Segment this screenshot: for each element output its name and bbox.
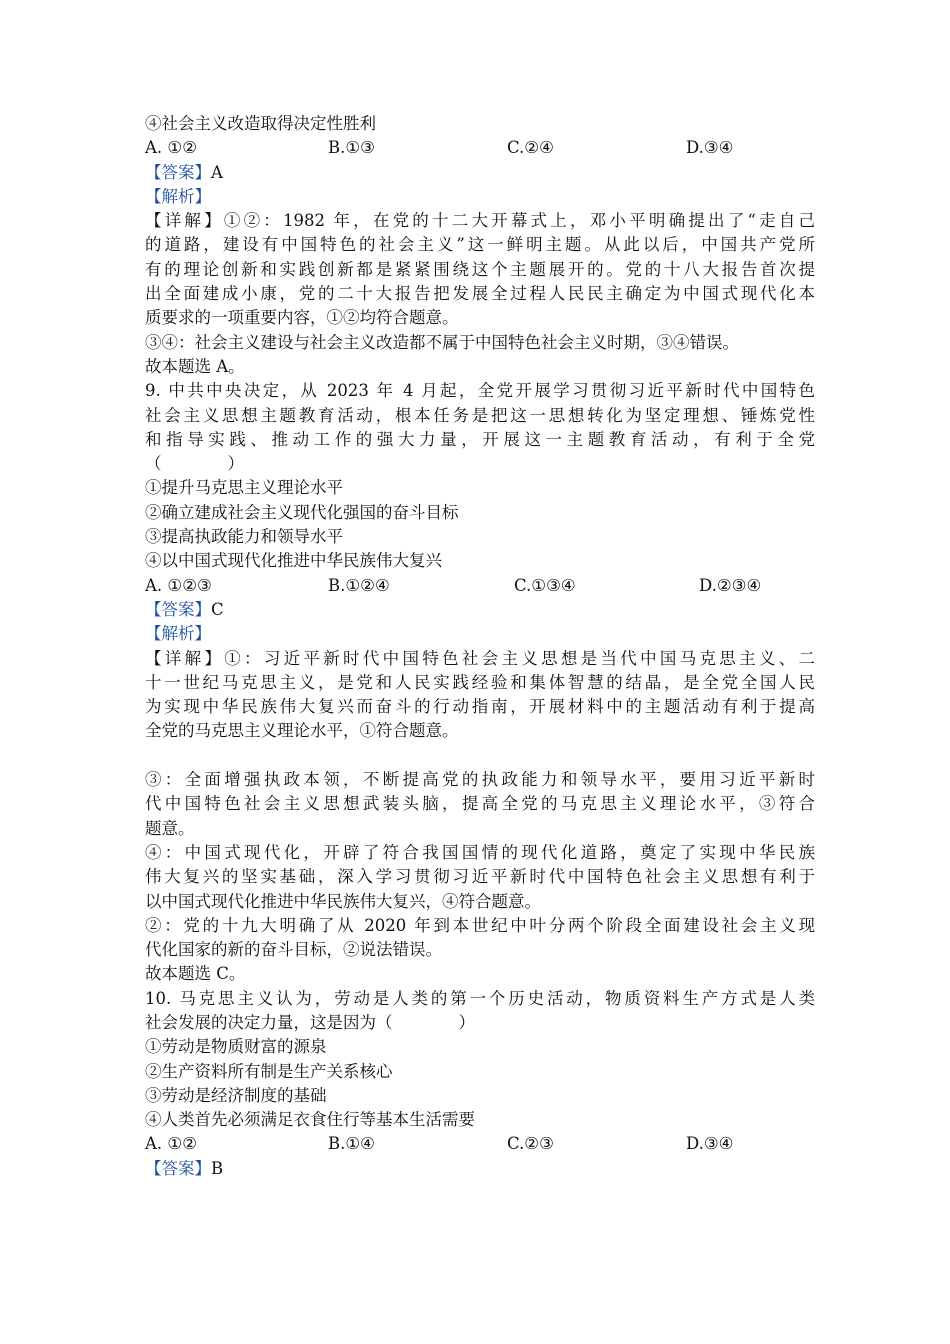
q9-detail-line: 代中国特色社会主义思想武装头脑，提高全党的马克思主义理论水平，③符合 (145, 794, 815, 814)
q9-detail-line: ②：党的十九大明确了从 2020 年到本世纪中叶分两个阶段全面建设社会主义现 (145, 915, 815, 935)
q10-stem-line: 社会发展的决定力量，这是因为（ ） (145, 1012, 475, 1032)
q9-detail-line: 伟大复兴的坚实基础，深入学习贯彻习近平新时代中国特色社会主义思想有利于 (145, 867, 815, 887)
detail-text: ①②：1982 年，在党的十二大开幕式上，邓小平明确提出了“走自己 (223, 211, 815, 231)
q9-option-a: A. ①②③ (145, 575, 212, 595)
q8-item-4: ④社会主义改造取得决定性胜利 (145, 114, 376, 133)
answer-value: C (211, 599, 224, 619)
q9-option-c: C.①③④ (514, 575, 576, 595)
q9-stem-line: （ ） (145, 454, 244, 474)
q9-detail-line: 以中国式现代化推进中华民族伟大复兴，④符合题意。 (145, 891, 541, 911)
q9-option-b: B.①②④ (328, 575, 390, 595)
q9-answer (145, 598, 815, 622)
q9-detail-line: ④：中国式现代化，开辟了符合我国国情的现代化道路，奠定了实现中华民族 (145, 842, 815, 862)
q9-conclusion: 故本题选 C。 (145, 964, 246, 984)
q8-option-b: B.①③ (328, 138, 375, 158)
q10-options (145, 1132, 815, 1156)
answer-value: B (211, 1158, 224, 1178)
q9-option-d: D.②③④ (699, 575, 762, 595)
paragraph-gap (145, 744, 815, 768)
q8-detail-line: 有的理论创新和实践创新都是紧紧围绕这个主题展开的。党的十八大报告首次提 (145, 259, 815, 279)
q8-detail-line: 质要求的一项重要内容，①②均符合题意。 (145, 308, 459, 328)
q10-item-4: ④人类首先必须满足衣食住行等基本生活需要 (145, 1110, 475, 1130)
q8-detail-extra: ③④：社会主义建设与社会主义改造都不属于中国特色社会主义时期，③④错误。 (145, 332, 739, 352)
q9-stem-line: 和指导实践、推动工作的强大力量，开展这一主题教育活动，有利于全党 (145, 429, 815, 449)
q10-option-b: B.①④ (328, 1134, 375, 1154)
q10-item-1: ①劳动是物质财富的源泉 (145, 1037, 327, 1057)
q10-option-a: A. ①② (145, 1134, 197, 1154)
q9-detail-line: ③：全面增强执政本领，不断提高党的执政能力和领导水平，要用习近平新时 (145, 770, 815, 790)
q9-analysis-label: 【解析】 (145, 624, 211, 644)
q8-detail-line: 的道路，建设有中国特色的社会主义”这一鲜明主题。从此以后，中国共产党所 (145, 235, 815, 255)
q10-item-2: ②生产资料所有制是生产关系核心 (145, 1061, 393, 1081)
q9-options (145, 574, 815, 598)
detail-label: 【详解】 (145, 211, 224, 231)
q9-detail-line: 全党的马克思主义理论水平，①符合题意。 (145, 721, 459, 741)
q9-item-2: ②确立建成社会主义现代化强国的奋斗目标 (145, 502, 459, 522)
q9-detail-line: 题意。 (145, 818, 195, 838)
answer-label: 【答案】 (145, 1158, 211, 1178)
q8-option-a: A. ①② (145, 138, 197, 158)
q9-item-1: ①提升马克思主义理论水平 (145, 478, 343, 498)
q8-detail-line: 出全面建成小康，党的二十大报告把发展全过程人民民主确定为中国式现代化本 (145, 284, 815, 304)
detail-label: 【详解】 (145, 648, 225, 668)
q8-analysis-label: 【解析】 (145, 186, 211, 206)
document-page (145, 112, 815, 1181)
detail-text: ①：习近平新时代中国特色社会主义思想是当代中国马克思主义、二 (224, 648, 815, 668)
q8-option-c: C.②④ (507, 138, 554, 158)
q9-stem-line: 社会主义思想主题教育活动，根本任务是把这一思想转化为坚定理想、锤炼党性 (145, 405, 815, 425)
q9-item-4: ④以中国式现代化推进中华民族伟大复兴 (145, 551, 442, 571)
answer-label: 【答案】 (145, 599, 211, 619)
q8-answer (145, 161, 815, 185)
answer-value: A (211, 162, 223, 182)
q8-detail-line (145, 209, 815, 233)
answer-label: 【答案】 (145, 162, 211, 182)
q9-detail-line: 代化国家的新的奋斗目标，②说法错误。 (145, 940, 442, 960)
q10-answer (145, 1157, 815, 1181)
q9-detail-line: 为实现中华民族伟大复兴而奋斗的行动指南，开展材料中的主题活动有利于提高 (145, 697, 815, 717)
q9-detail-line: 十一世纪马克思主义，是党和人民实践经验和集体智慧的结晶，是全党全国人民 (145, 672, 815, 692)
q10-stem-line: 10. 马克思主义认为，劳动是人类的第一个历史活动，物质资料生产方式是人类 (145, 988, 815, 1008)
q8-conclusion: 故本题选 A。 (145, 356, 245, 376)
q9-detail-line (145, 647, 815, 671)
q10-option-d: D.③④ (686, 1134, 734, 1154)
q8-option-d: D.③④ (686, 138, 734, 158)
q8-options (145, 136, 815, 160)
q10-option-c: C.②③ (507, 1134, 554, 1154)
q9-item-3: ③提高执政能力和领导水平 (145, 527, 343, 547)
q10-item-3: ③劳动是经济制度的基础 (145, 1085, 327, 1105)
q9-stem-line: 9. 中共中央决定，从 2023 年 4 月起，全党开展学习贯彻习近平新时代中国特色 (145, 381, 815, 401)
